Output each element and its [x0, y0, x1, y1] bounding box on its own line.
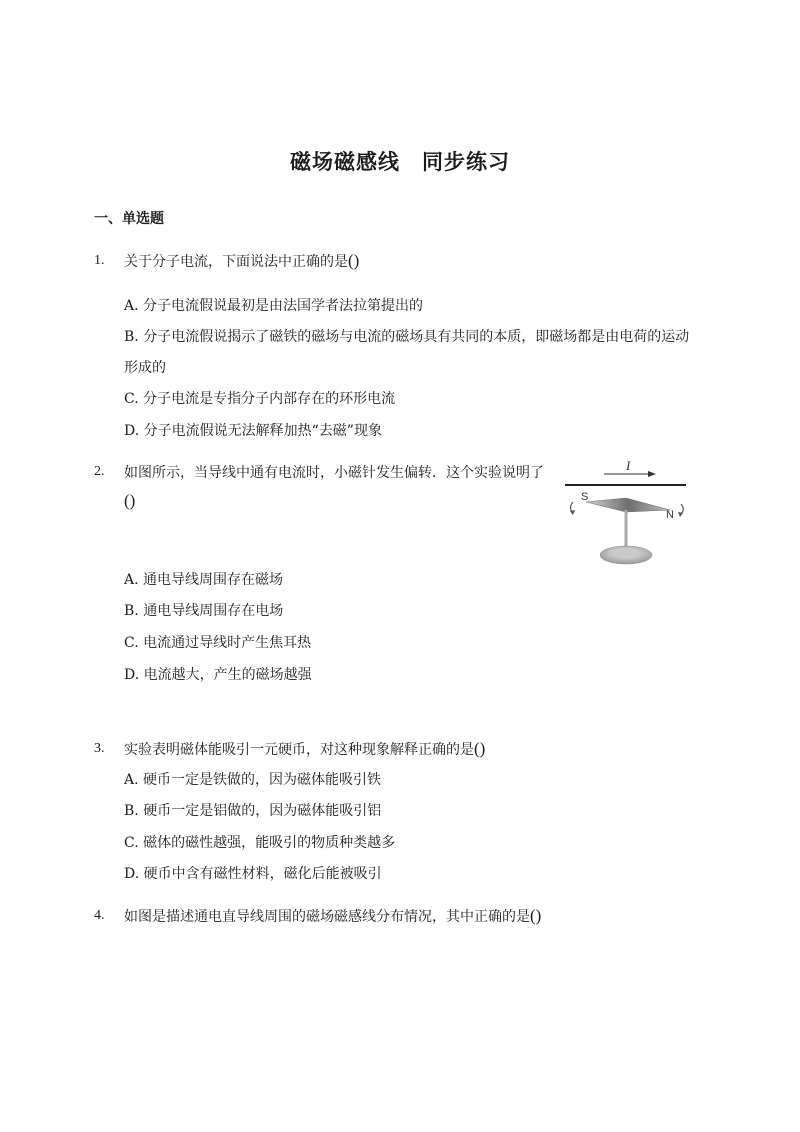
question-3-option-a: [124, 769, 381, 789]
question-3-option-d: [124, 863, 382, 883]
question-2-option-a: [124, 569, 283, 589]
question-2-option-c: [124, 632, 311, 652]
question-1: [124, 251, 359, 271]
option-label: D.: [124, 423, 140, 439]
question-3-number: 3.: [94, 741, 105, 756]
option-text: 通电导线周围存在磁场: [143, 572, 284, 588]
option-text: 电流通过导线时产生焦耳热: [143, 635, 312, 651]
option-text: 磁体的磁性越强，能吸引的物质种类越多: [143, 835, 396, 851]
north-pole-label: N: [666, 509, 674, 521]
option-text: 通电导线周围存在电场: [143, 603, 284, 619]
answer-blank: (): [474, 739, 486, 758]
option-label: C.: [124, 635, 139, 651]
question-2-text: 如图所示，当导线中通有电流时，小磁针发生偏转．这个实验说明了: [124, 465, 544, 481]
compass-needle-figure: [562, 458, 692, 570]
option-text: 电流越大，产生的磁场越强: [143, 667, 312, 683]
answer-blank: (): [348, 251, 360, 270]
question-3: [124, 739, 485, 759]
south-pole-label: S: [581, 491, 589, 503]
option-text: 硬币中含有磁性材料，磁化后能被吸引: [143, 866, 382, 882]
option-label: D.: [124, 667, 140, 683]
option-label: B.: [124, 329, 139, 345]
question-1-text: 关于分子电流，下面说法中正确的是: [124, 254, 348, 270]
question-4-number: 4.: [94, 908, 105, 923]
question-1-option-d: [124, 420, 382, 440]
question-1-option-a: [124, 295, 423, 315]
question-1-option-b-continuation: 形成的: [124, 360, 166, 376]
option-label: B.: [124, 803, 139, 819]
question-4-text: 如图是描述通电直导线周围的磁场磁感线分布情况，其中正确的是: [124, 909, 530, 925]
current-label: I: [626, 458, 631, 473]
option-text: 分子电流假说无法解释加热“去磁”现象: [143, 423, 382, 439]
option-text: 硬币一定是铁做的，因为磁体能吸引铁: [143, 772, 382, 788]
page-title: 磁场磁感线 同步练习: [290, 149, 510, 174]
option-label: D.: [124, 866, 140, 882]
answer-blank: (): [124, 491, 136, 510]
section-heading: 一、单选题: [94, 211, 164, 227]
option-label: B.: [124, 603, 139, 619]
question-3-option-b: [124, 800, 381, 820]
question-1-number: 1.: [94, 253, 105, 268]
question-1-option-c: [124, 388, 395, 408]
question-2-option-d: [124, 664, 312, 684]
answer-blank: (): [530, 906, 542, 925]
option-text: 硬币一定是铝做的，因为磁体能吸引铝: [143, 803, 382, 819]
magnetic-needle: [586, 498, 670, 512]
option-label: C.: [124, 391, 139, 407]
option-text: 分子电流是专指分子内部存在的环形电流: [143, 391, 396, 407]
question-2-option-b: [124, 600, 283, 620]
question-4: [124, 906, 541, 926]
option-label: A.: [124, 772, 139, 788]
question-3-text: 实验表明磁体能吸引一元硬币，对这种现象解释正确的是: [124, 742, 474, 758]
question-1-option-b: [124, 326, 689, 346]
question-3-option-c: [124, 832, 395, 852]
option-label: A.: [124, 572, 139, 588]
option-label: A.: [124, 298, 139, 314]
option-label: C.: [124, 835, 139, 851]
option-text: 分子电流假说最初是由法国学者法拉第提出的: [143, 298, 424, 314]
option-text: 分子电流假说揭示了磁铁的磁场与电流的磁场具有共同的本质，即磁场都是由电荷的运动: [143, 329, 690, 345]
question-2-number: 2.: [94, 464, 105, 479]
needle-stand: [625, 510, 628, 550]
